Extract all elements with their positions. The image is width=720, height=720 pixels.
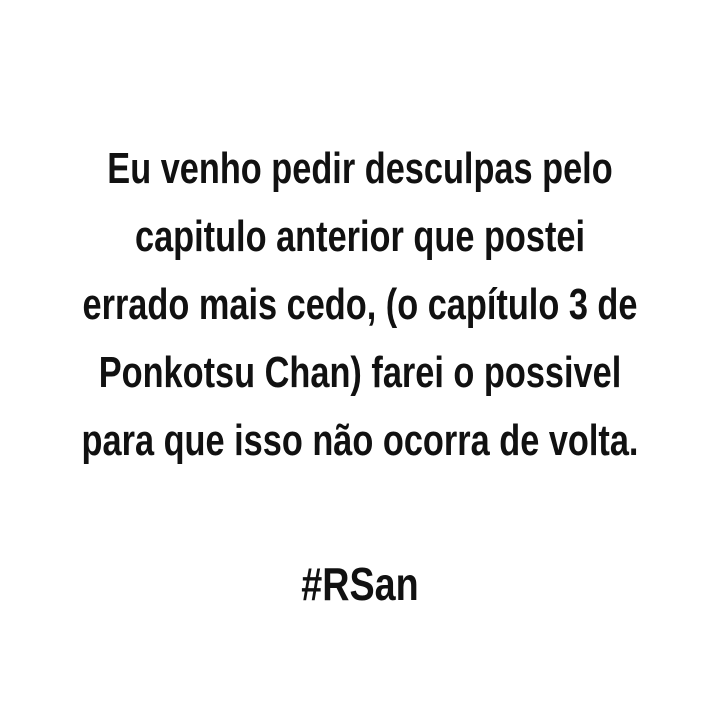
apology-message [79, 135, 641, 475]
signature-hashtag: #RSan [301, 558, 419, 610]
message-line: Ponkotsu Chan) farei o possivel [98, 348, 622, 397]
message-line: errado mais cedo, (o capítulo 3 de [82, 280, 638, 329]
message-line: capitulo anterior que postei [134, 212, 586, 261]
message-line: para que isso não ocorra de volta. [81, 416, 639, 465]
message-line: Eu venho pedir desculpas pelo [107, 144, 613, 193]
